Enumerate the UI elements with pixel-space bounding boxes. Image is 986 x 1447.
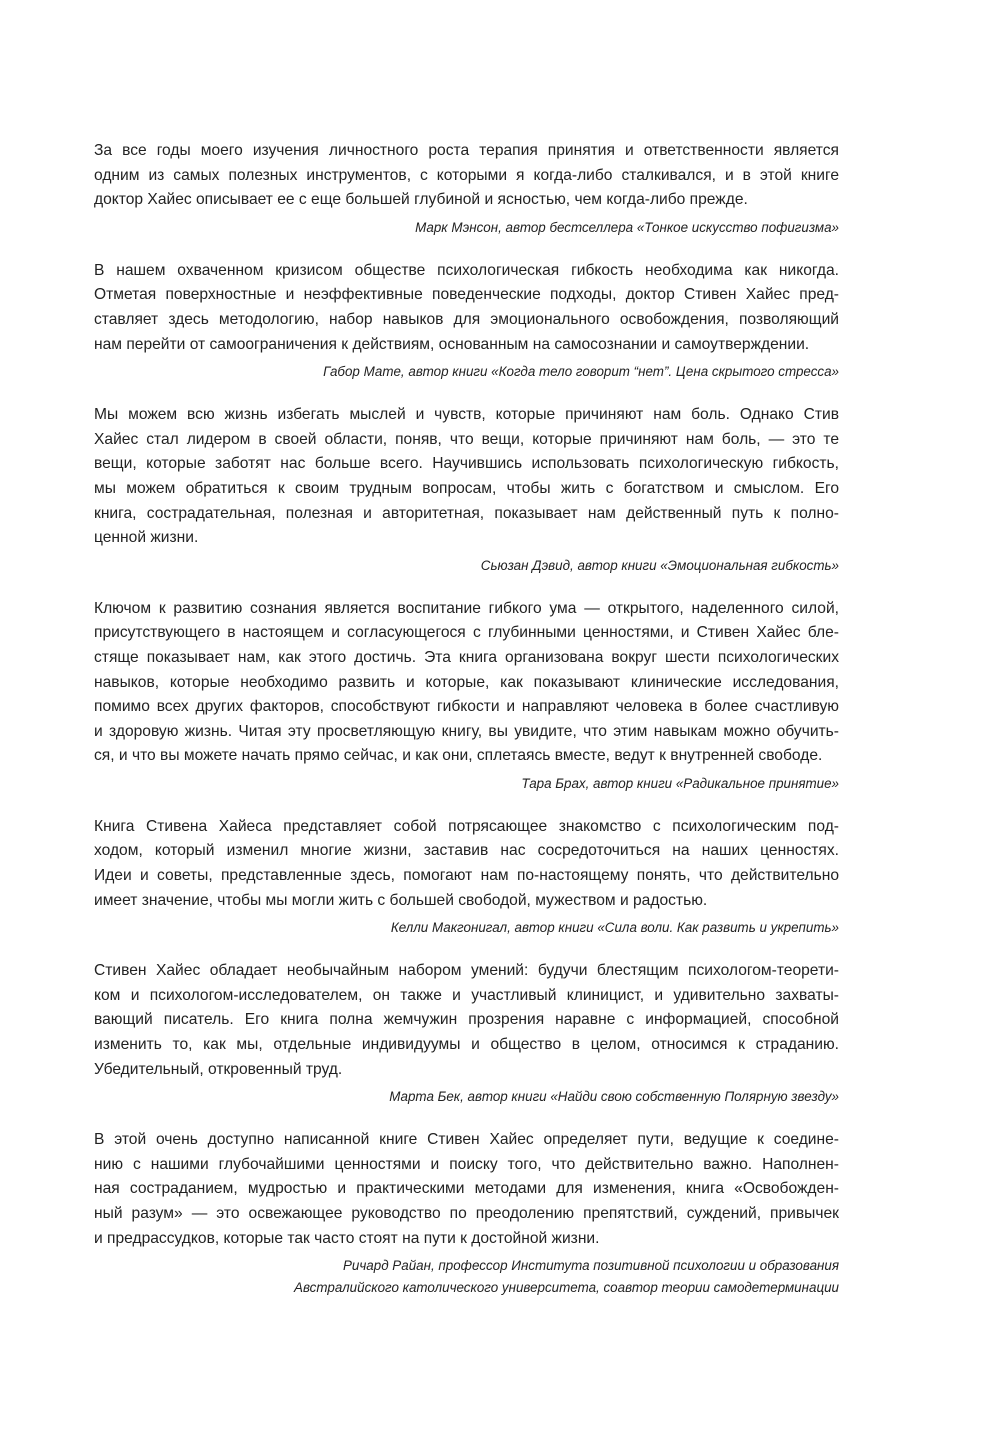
attribution-line: Габор Мате, автор книги «Когда тело говорит “нет”. Цена скрытого стресса» (323, 364, 839, 380)
quote-text (94, 403, 839, 551)
quote-line: имеет значение, чтобы мы могли жить с большей свободой, мужеством и радостью. (94, 891, 708, 909)
quote-text (94, 259, 839, 357)
quote-line: ная состраданием, мудростью и практическими методами для изменения, книга «Освобожден- (94, 1180, 839, 1198)
quote-line: стяще показывает нам, как этого достичь. Эта книга организована вокруг шести психологических (94, 648, 839, 666)
quote-line: и предрассудков, которые так часто стоят на пути к достойной жизни. (94, 1229, 600, 1247)
quote-attribution (94, 361, 839, 383)
quote-line: Ключом к развитию сознания является воспитание гибкого ума — открытого, наделенного силой, (94, 599, 839, 617)
quote-line: ся, и что вы можете начать прямо сейчас, и как они, сплетаясь вместе, ведут к внутренней свободе. (94, 747, 823, 765)
quote-line: Убедительный, откровенный труд. (94, 1060, 343, 1078)
quote-attribution (94, 773, 839, 795)
attribution-line: Ричард Райан, профессор Института позитивной психологии и образования (342, 1258, 839, 1274)
quote-line: и здоровую жизнь. Читая эту просветляющую книгу, вы увидите, что этим навыкам можно обучить- (94, 722, 839, 740)
quote-line: ценной жизни. (94, 529, 199, 547)
quote-line: изменить то, как мы, отдельные индивидуумы и общество в целом, относимся к страданию. (94, 1036, 839, 1054)
quote-text (94, 139, 839, 213)
endorsement-quote (94, 597, 839, 795)
attribution-line: Марта Бек, автор книги «Найди свою собственную Полярную звезду» (389, 1089, 839, 1105)
quote-text (94, 597, 839, 769)
quote-line: За все годы моего изучения личностного роста терапия принятия и ответственности является (94, 142, 839, 159)
endorsement-quote (94, 259, 839, 383)
quote-attribution (94, 555, 839, 577)
quote-line: вещи, которые заботят нас больше всего. Научившись использовать психологическую гибкость, (94, 455, 839, 473)
attribution-line: Сьюзан Дэвид, автор книги «Эмоциональная гибкость» (480, 557, 839, 573)
quote-line: ком и психологом-исследователем, он также и участливый клиницист, и удивительно захваты- (94, 986, 839, 1004)
quote-attribution (94, 1255, 839, 1299)
quote-line: Хайес стал лидером в своей области, поняв, что вещи, которые причиняют нам боль, — это те (94, 430, 839, 448)
attribution-line: Келли Макгонигал, автор книги «Сила воли. Как развить и укрепить» (390, 920, 839, 936)
quote-line: вающий писатель. Его книга полна жемчужин прозрения наравне с информацией, способной (94, 1011, 839, 1029)
endorsement-quote (94, 139, 839, 239)
quote-line: книга, сострадательная, полезная и авторитетная, показывает нам действенный путь к полно- (94, 504, 839, 522)
quote-line: В нашем охваченном кризисом обществе психологическая гибкость необходима как никогда. (94, 261, 839, 279)
quote-line: Отметая поверхностные и неэффективные поведенческие подходы, доктор Стивен Хайес пред- (94, 286, 839, 304)
quote-line: одним из самых полезных инструментов, с которыми я когда-либо сталкивался, и в этой книге (94, 166, 839, 184)
quote-line: нам перейти от самоограничения к действиям, основанным на самосознании и самоутверждении. (94, 335, 810, 353)
quote-line: присутствующего в настоящем и согласующегося с глубинными ценностями, и Стивен Хайес бле- (94, 624, 839, 642)
quote-line: доктор Хайес описывает ее с еще большей глубиной и ясностью, чем когда-либо прежде. (94, 191, 748, 209)
quote-line: ходом, который изменил многие жизни, заставив нас сосредоточиться на наших ценностях. (94, 842, 839, 860)
quote-line: навыков, которые необходимо развить и которые, как показывают клинические исследования, (94, 673, 839, 691)
quote-line: В этой очень доступно написанной книге Стивен Хайес определяет пути, ведущие к соедине- (94, 1131, 839, 1149)
quote-line: ставляет здесь методологию, набор навыков для эмоционального освобождения, позволяющий (94, 310, 839, 328)
endorsement-quote (94, 1128, 839, 1299)
quote-attribution (94, 1086, 839, 1108)
endorsement-quote (94, 959, 839, 1108)
quote-line: мы можем обратиться к своим трудным вопросам, чтобы жить с богатством и смыслом. Его (94, 479, 839, 497)
attribution-line: Тара Брах, автор книги «Радикальное принятие» (521, 775, 839, 791)
attribution-line: Австралийского католического университета, соавтор теории самодетерминации (294, 1280, 839, 1296)
quote-line: Стивен Хайес обладает необычайным набором умений: будучи блестящим психологом-теорети- (94, 962, 839, 980)
endorsement-quote (94, 815, 839, 939)
quote-line: нию с нашими глубочайшими ценностями и поиску того, что действительно важно. Наполнен- (94, 1155, 839, 1173)
quote-line: ный разум» — это освежающее руководство по преодолению препятствий, суждений, привычек (94, 1205, 839, 1222)
quote-text (94, 959, 839, 1082)
quote-line: Мы можем всю жизнь избегать мыслей и чувств, которые причиняют нам боль. Однако Стив (94, 406, 839, 424)
quote-text (94, 815, 839, 913)
quote-line: Книга Стивена Хайеса представляет собой потрясающее знакомство с психологическим под- (94, 817, 839, 835)
quote-attribution (94, 217, 839, 239)
endorsements-page (94, 139, 839, 1319)
attribution-line: Марк Мэнсон, автор бестселлера «Тонкое искусство пофигизма» (415, 219, 839, 235)
endorsement-quote (94, 403, 839, 577)
quote-attribution (94, 917, 839, 939)
quote-line: Идеи и советы, представленные здесь, помогают нам по-настоящему понять, что действительно (94, 867, 839, 885)
quote-line: помимо всех других факторов, способствуют гибкости и направляют человека в более счастливую (94, 698, 839, 716)
quote-text (94, 1128, 839, 1251)
